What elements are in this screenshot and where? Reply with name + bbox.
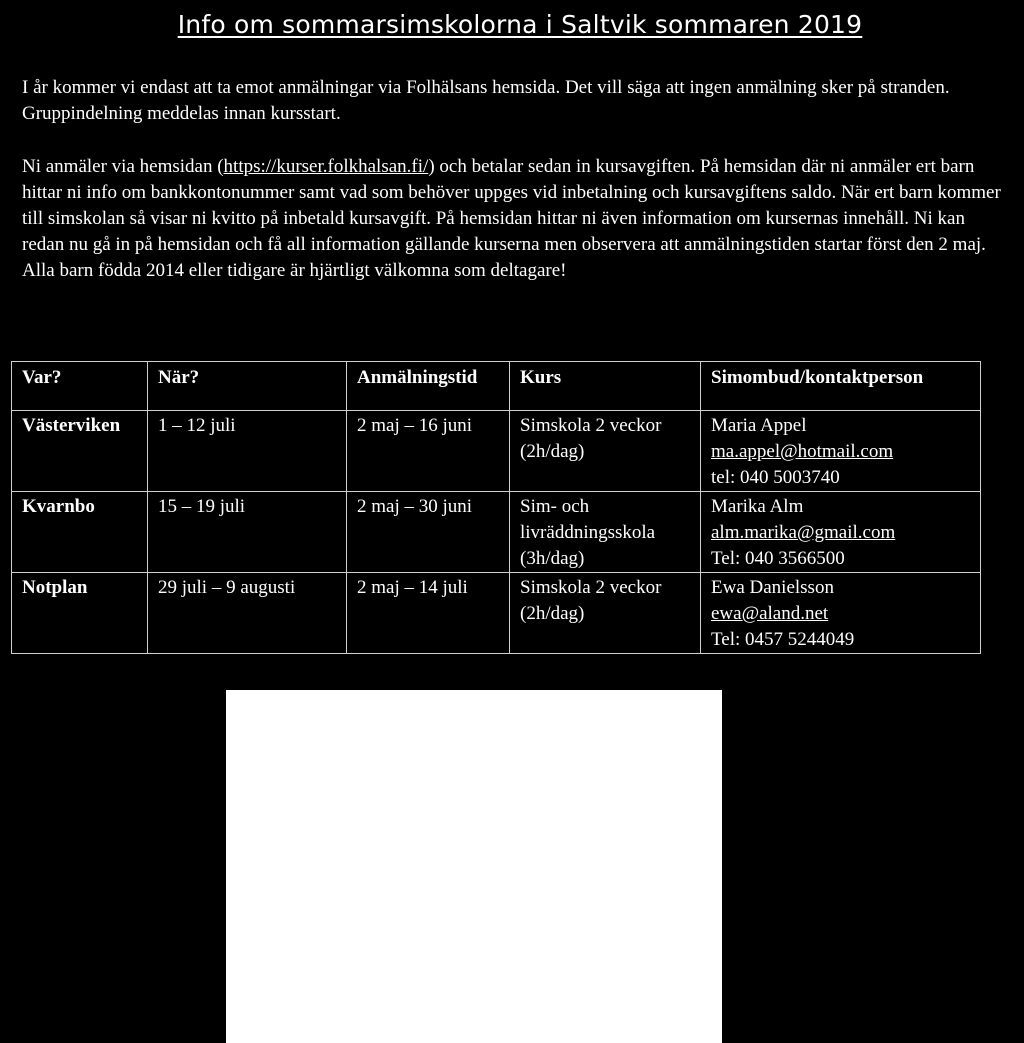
cell-course: Sim- och livräddningsskola (3h/dag) [510, 492, 701, 573]
header-where: Var? [12, 362, 148, 411]
cell-course: Simskola 2 veckor (2h/dag) [510, 573, 701, 654]
paragraph-2-rest: ) och betalar sedan in kursavgiften. På hemsidan där ni anmäler ert barn hittar ni info om bankkontonummer samt vad som behöver uppges vid inbetalning och kursavgiftens saldo. När ert barn kommer till simskolan så visar ni kvitto på inbetald kursavgift. På hemsidan hittar ni även information om kursernas innehåll. Ni kan redan nu gå in på hemsidan och få all information gällande kurserna men observera att anmälningstiden startar först den 2 maj. [22, 156, 1001, 255]
contact-name: Ewa Danielsson [711, 577, 834, 598]
intro-paragraph-2 [22, 154, 1002, 284]
blank-image-area [226, 690, 722, 1043]
cell-when: 1 – 12 juli [148, 411, 347, 492]
cell-contact [701, 573, 981, 654]
cell-place: Notplan [12, 573, 148, 654]
header-course: Kurs [510, 362, 701, 411]
registration-link[interactable]: https://kurser.folkhalsan.fi/ [223, 156, 429, 177]
contact-email-link[interactable]: ma.appel@hotmail.com [711, 441, 894, 462]
cell-when: 15 – 19 juli [148, 492, 347, 573]
intro-paragraph-1: I år kommer vi endast att ta emot anmälningar via Folhälsans hemsida. Det vill säga att ingen anmälning sker på stranden. Gruppindelning meddelas innan kursstart. [22, 77, 950, 124]
cell-when: 29 juli – 9 augusti [148, 573, 347, 654]
cell-place: Kvarnbo [12, 492, 148, 573]
table-row [12, 492, 981, 573]
intro-paragraph-3: Alla barn födda 2014 eller tidigare är hjärtligt välkomna som deltagare! [22, 260, 567, 281]
course-table [11, 361, 981, 654]
cell-registration: 2 maj – 30 juni [347, 492, 510, 573]
header-contact: Simombud/kontaktperson [701, 362, 981, 411]
cell-course: Simskola 2 veckor (2h/dag) [510, 411, 701, 492]
header-registration: Anmälningstid [347, 362, 510, 411]
table-row [12, 573, 981, 654]
paragraph-2-start: Ni anmäler via hemsidan ( [22, 156, 224, 177]
cell-contact [701, 492, 981, 573]
contact-email-link[interactable]: alm.marika@gmail.com [711, 522, 896, 543]
table-row [12, 411, 981, 492]
contact-phone: Tel: 040 3566500 [711, 548, 845, 569]
contact-name: Maria Appel [711, 415, 807, 436]
table-header-row [12, 362, 981, 411]
cell-contact [701, 411, 981, 492]
contact-email-link[interactable]: ewa@aland.net [711, 603, 829, 624]
page-title: Info om sommarsimskolorna i Saltvik sommaren 2019 [177, 10, 863, 39]
cell-registration: 2 maj – 14 juli [347, 573, 510, 654]
cell-place: Västerviken [12, 411, 148, 492]
contact-phone: tel: 040 5003740 [711, 467, 840, 488]
contact-phone: Tel: 0457 5244049 [711, 629, 855, 650]
cell-registration: 2 maj – 16 juni [347, 411, 510, 492]
header-when: När? [148, 362, 347, 411]
contact-name: Marika Alm [711, 496, 804, 517]
